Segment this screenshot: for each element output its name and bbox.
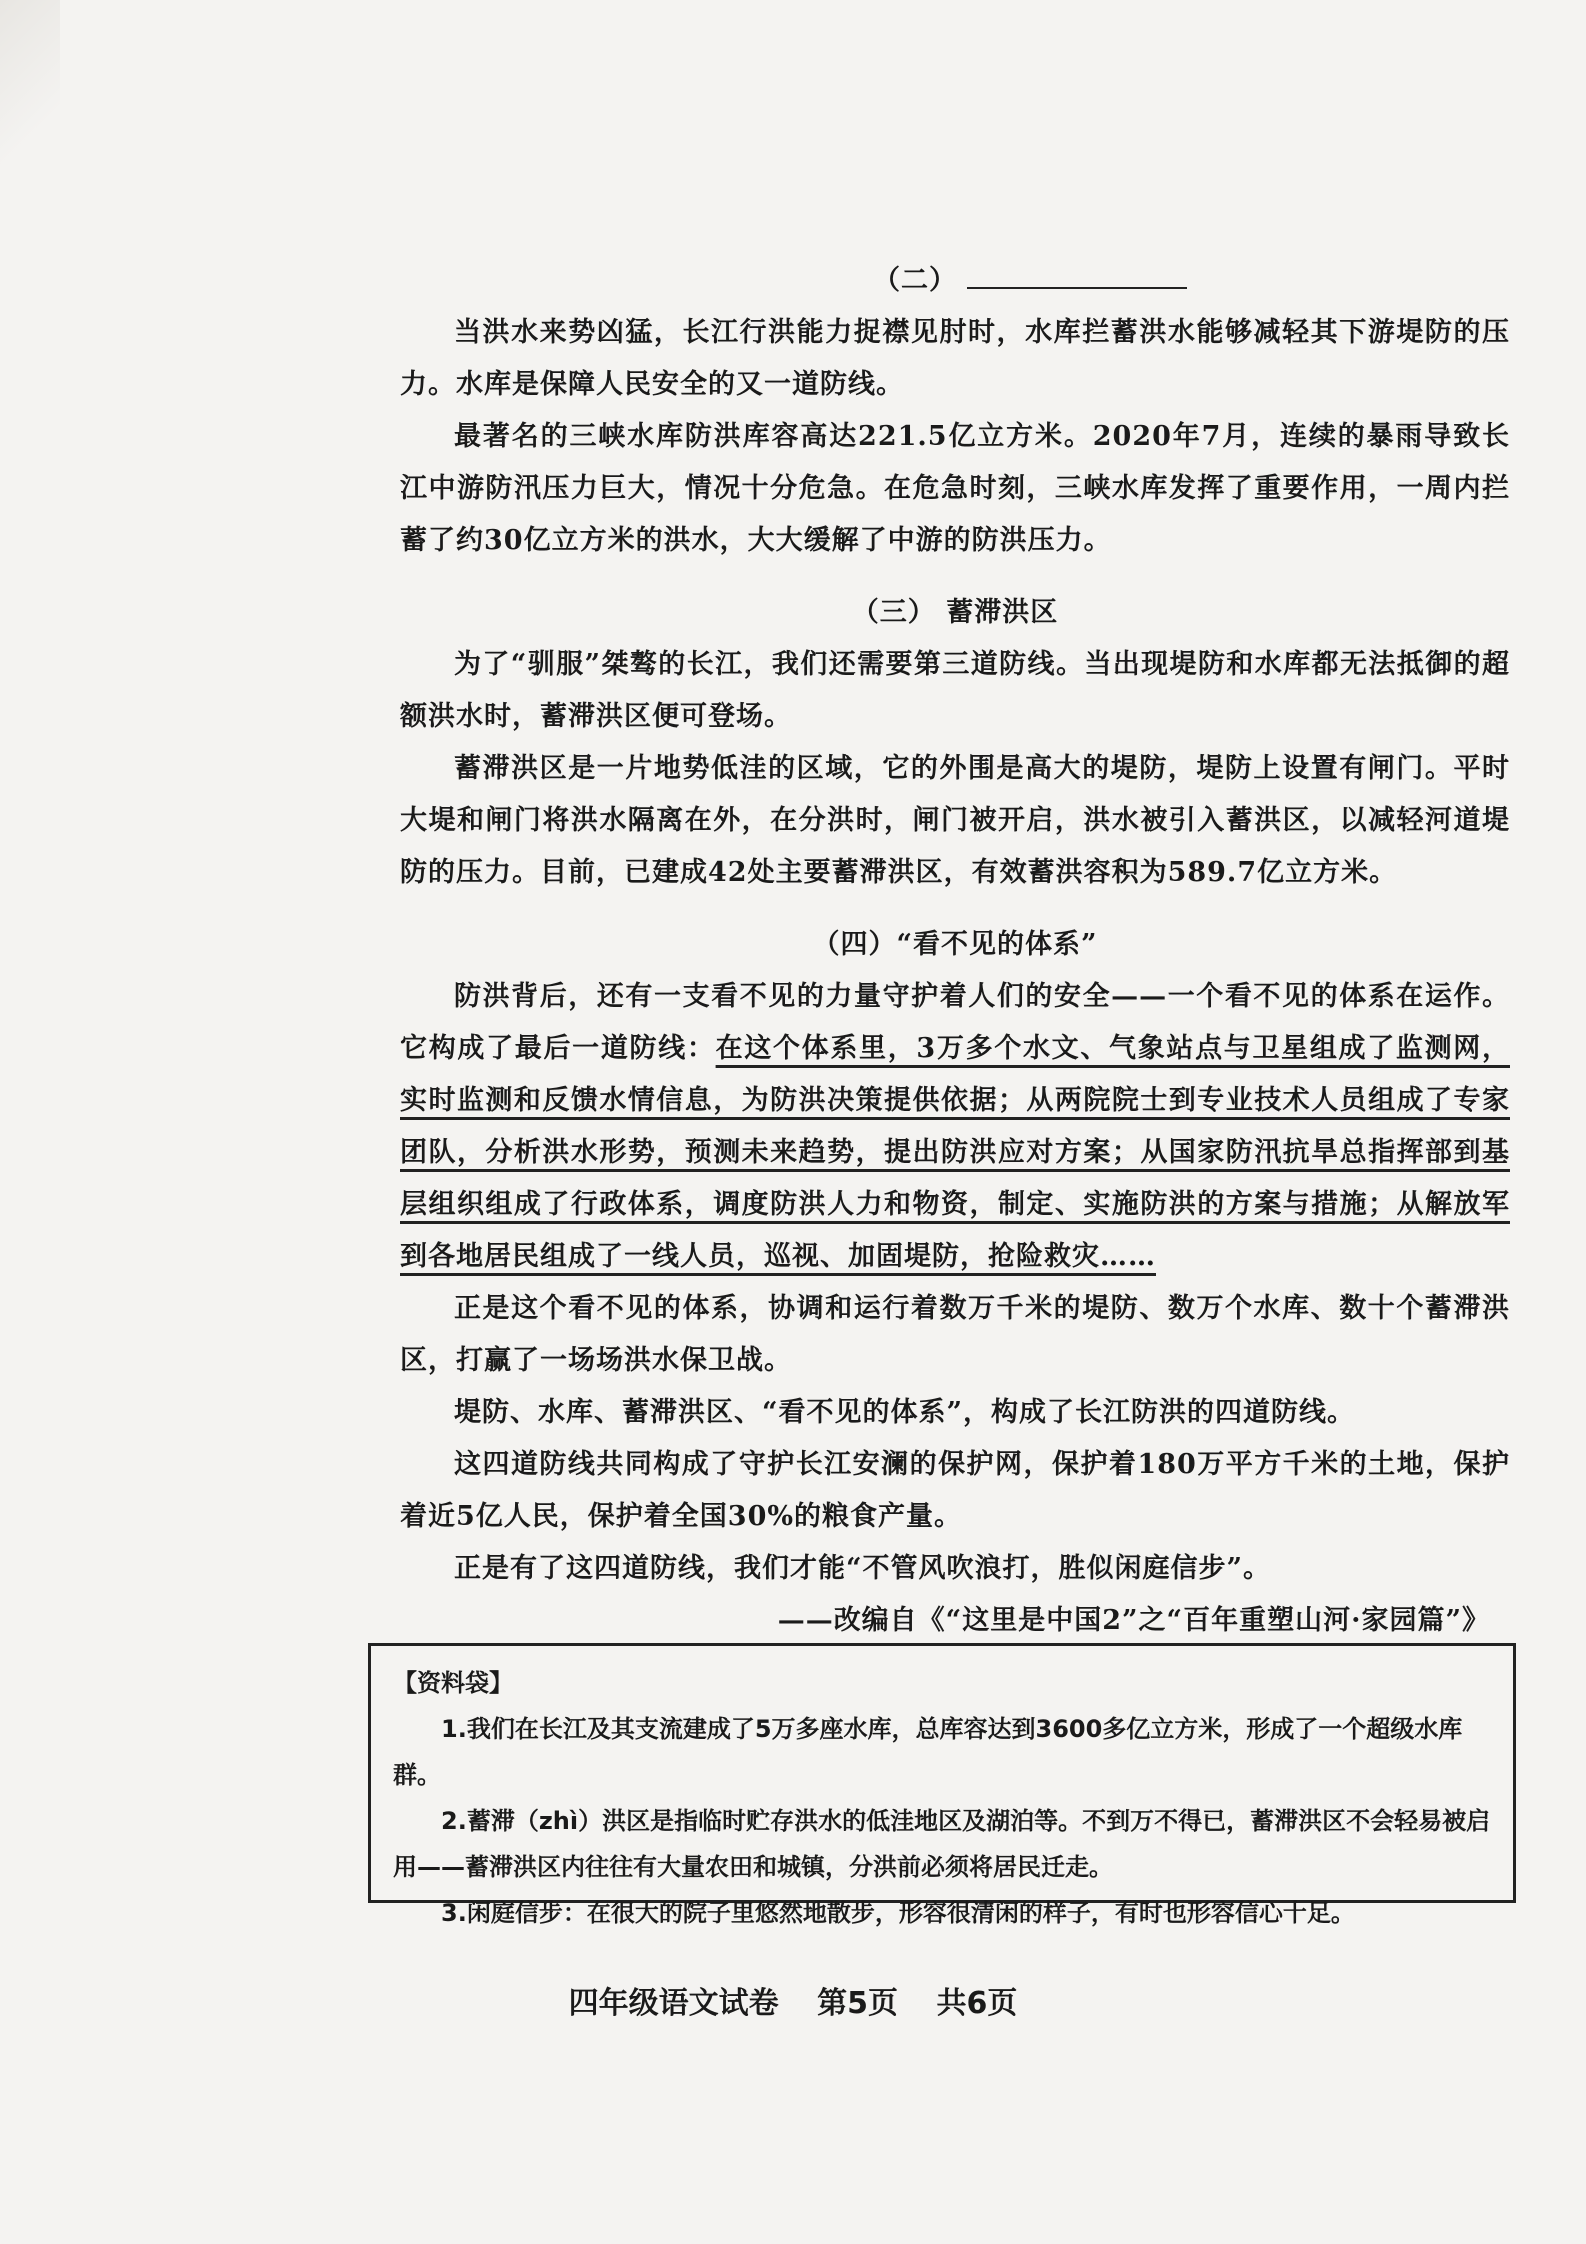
section-2-para-2: 最著名的三峡水库防洪库容高达221.5亿立方米。2020年7月，连续的暴雨导致长江中游防汛压力巨大，情况十分危急。在危急时刻，三峡水库发挥了重要作用，一周内拦蓄了约30亿立方米的洪水，大大缓解了中游的防洪压力。 bbox=[400, 421, 1510, 556]
info-box bbox=[368, 1643, 1516, 1927]
underlined-passage: 在这个体系里，3万多个水文、气象站点与卫星组成了监测网，实时监测和反馈水情信息，为防洪决策提供依据；从两院院士到专业技术人员组成了专家团队，分析洪水形势，预测未来趋势，提出防洪应对方案；从国家防汛抗旱总指挥部到基层组织组成了行政体系，调度防洪人力和物资，制定、实施防洪的方案与措施；从解放军到各地居民组成了一线人员，巡视、加固堤防，抢险救灾…… bbox=[400, 1033, 1510, 1272]
section-4-para-3: 堤防、水库、蓄滞洪区、“看不见的体系”，构成了长江防洪的四道防线。 bbox=[454, 1397, 1356, 1428]
scan-edge bbox=[0, 0, 60, 180]
footer-page-number: 第5页 bbox=[817, 1986, 898, 2021]
info-box-item-3: 3.闲庭信步：在很大的院子里悠然地散步，形容很清闲的样子，有时也形容信心十足。 bbox=[441, 1899, 1355, 1927]
source-citation: ——改编自《“这里是中国2”之“百年重塑山河·家园篇”》 bbox=[777, 1605, 1490, 1636]
section-3-heading: （三） 蓄滞洪区 bbox=[851, 597, 1059, 628]
footer-total-pages: 共6页 bbox=[936, 1986, 1018, 2021]
section-4-para-4: 这四道防线共同构成了守护长江安澜的保护网，保护着180万平方千米的土地，保护着近5亿人民，保护着全国30%的粮食产量。 bbox=[400, 1449, 1510, 1532]
info-box-title: 【资料袋】 bbox=[393, 1669, 513, 1697]
section-4-para-5: 正是有了这四道防线，我们才能“不管风吹浪打，胜似闲庭信步”。 bbox=[454, 1553, 1272, 1584]
page-footer bbox=[0, 1978, 1586, 2022]
section-3-para-2: 蓄滞洪区是一片地势低洼的区域，它的外围是高大的堤防，堤防上设置有闸门。平时大堤和闸门将洪水隔离在外，在分洪时，闸门被开启，洪水被引入蓄洪区，以减轻河道堤防的压力。目前，已建成42处主要蓄滞洪区，有效蓄洪容积为589.7亿立方米。 bbox=[400, 753, 1510, 888]
footer-exam-title: 四年级语文试卷 bbox=[568, 1986, 779, 2021]
info-box-item-1: 1.我们在长江及其支流建成了5万多座水库，总库容达到3600多亿立方米，形成了一个超级水库群。 bbox=[393, 1715, 1463, 1789]
section-4-heading: （四）“看不见的体系” bbox=[812, 929, 1098, 960]
article-body bbox=[400, 255, 1510, 1647]
section-4-para-1: 防洪背后，还有一支看不见的力量守护着人们的安全——一个看不见的体系在运作。它构成了最后一道防线：在这个体系里，3万多个水文、气象站点与卫星组成了监测网，实时监测和反馈水情信息，为防洪决策提供依据；从两院院士到专业技术人员组成了专家团队，分析洪水形势，预测未来趋势，提出防洪应对方案；从国家防汛抗旱总指挥部到基层组织组成了行政体系，调度防洪人力和物资，制定、实施防洪的方案与措施；从解放军到各地居民组成了一线人员，巡视、加固堤防，抢险救灾…… bbox=[400, 981, 1510, 1272]
info-box-item-2: 2.蓄滞（zhì）洪区是指临时贮存洪水的低洼地区及湖泊等。不到万不得已，蓄滞洪区不会轻易被启用——蓄滞洪区内往往有大量农田和城镇，分洪前必须将居民迁走。 bbox=[393, 1807, 1491, 1881]
section-2-para-1: 当洪水来势凶猛，长江行洪能力捉襟见肘时，水库拦蓄洪水能够减轻其下游堤防的压力。水库是保障人民安全的又一道防线。 bbox=[400, 317, 1510, 400]
section-2-heading: （二） bbox=[400, 255, 1510, 307]
section-4-para-2: 正是这个看不见的体系，协调和运行着数万千米的堤防、数万个水库、数十个蓄滞洪区，打赢了一场场洪水保卫战。 bbox=[400, 1293, 1510, 1376]
answer-blank[interactable] bbox=[967, 257, 1187, 289]
section-3-para-1: 为了“驯服”桀骜的长江，我们还需要第三道防线。当出现堤防和水库都无法抵御的超额洪水时，蓄滞洪区便可登场。 bbox=[400, 649, 1510, 732]
